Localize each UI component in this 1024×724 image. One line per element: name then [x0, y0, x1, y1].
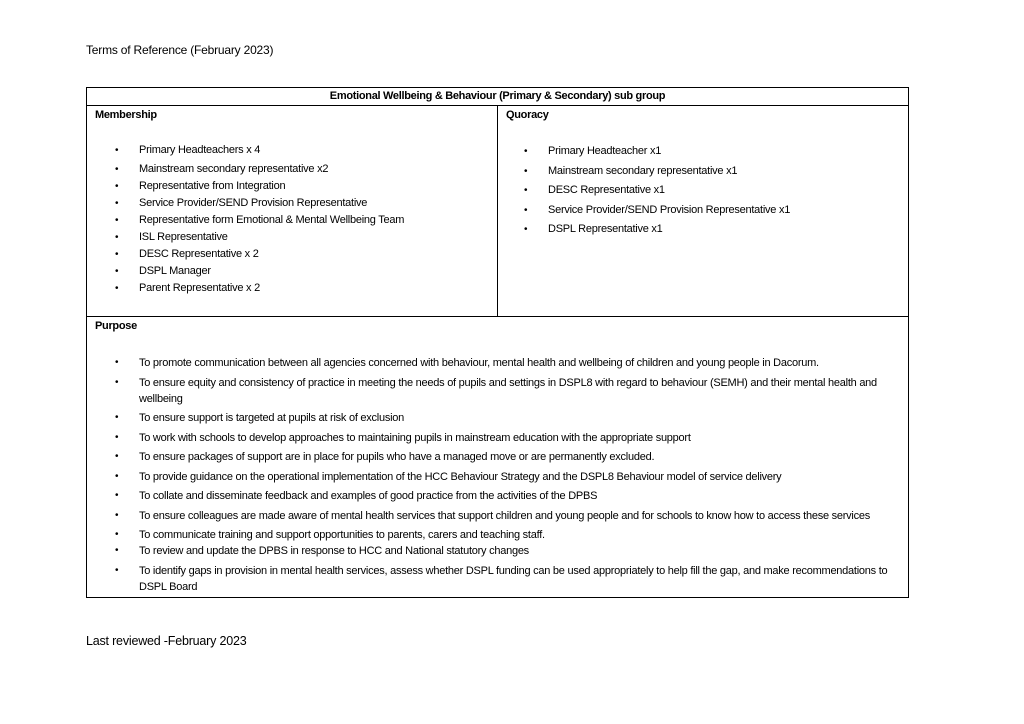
purpose-item — [115, 449, 896, 465]
quoracy-heading: Quoracy — [506, 109, 549, 121]
membership-item-text: Service Provider/SEND Provision Representative — [139, 197, 368, 209]
bullet-icon: • — [115, 431, 119, 443]
quoracy-item-text: Primary Headteacher x1 — [548, 145, 662, 157]
bullet-icon: • — [115, 215, 119, 226]
quoracy-item-text: DESC Representative x1 — [548, 184, 665, 196]
purpose-item-text: To review and update the DPBS in response to HCC and National statutory changes — [139, 545, 529, 557]
membership-item — [115, 212, 497, 229]
bullet-icon: • — [115, 376, 119, 388]
membership-item-text: Primary Headteachers x 4 — [139, 144, 261, 156]
membership-item — [115, 161, 497, 178]
quoracy-item-text: Mainstream secondary representative x1 — [548, 164, 738, 177]
bullet-icon: • — [115, 545, 119, 556]
quoracy-list — [524, 142, 908, 240]
membership-item-text: Representative form Emotional & Mental Wellbeing Team — [139, 214, 405, 226]
membership-item-text: Representative from Integration — [139, 180, 286, 192]
purpose-item — [115, 508, 896, 524]
quoracy-item — [524, 201, 908, 221]
bullet-icon: • — [115, 509, 119, 521]
quoracy-item-text: DSPL Representative x1 — [548, 223, 663, 235]
quoracy-cell — [498, 106, 909, 317]
purpose-list — [115, 355, 896, 595]
bullet-icon: • — [115, 451, 119, 462]
purpose-item-text: To identify gaps in provision in mental health services, assess whether DSPL funding can be used appropriately to help fill the gap, and make recommendations to DSPL Board — [139, 564, 888, 593]
purpose-item — [115, 355, 896, 371]
membership-item — [115, 280, 497, 297]
purpose-item — [115, 469, 896, 485]
purpose-item-text: To ensure packages of support are in place for pupils who have a managed move or are permanently excluded. — [139, 451, 655, 463]
purpose-item — [115, 410, 896, 426]
membership-cell — [87, 106, 498, 317]
bullet-icon: • — [524, 204, 528, 216]
membership-item — [115, 178, 497, 195]
bullet-icon: • — [115, 232, 119, 243]
purpose-item-text: To promote communication between all agencies concerned with behaviour, mental health and wellbeing of children and young people in Dacorum. — [139, 357, 819, 369]
bullet-icon: • — [524, 146, 528, 157]
bullet-icon: • — [115, 249, 119, 260]
membership-item-text: Parent Representative x 2 — [139, 282, 260, 294]
bullet-icon: • — [115, 181, 119, 192]
bullet-icon: • — [115, 564, 119, 576]
bullet-icon: • — [115, 283, 119, 294]
bullet-icon: • — [115, 357, 119, 368]
bullet-icon: • — [524, 165, 528, 177]
membership-item — [115, 229, 497, 246]
membership-item-text: Mainstream secondary representative x2 — [139, 163, 329, 175]
last-reviewed-note: Last reviewed -February 2023 — [86, 634, 247, 648]
purpose-item — [115, 563, 896, 595]
quoracy-item-text: Service Provider/SEND Provision Representative x1 — [548, 203, 791, 216]
membership-item-text: DESC Representative x 2 — [139, 248, 259, 260]
bullet-icon: • — [115, 412, 119, 423]
bullet-icon: • — [115, 266, 119, 277]
purpose-item — [115, 488, 896, 504]
purpose-cell — [87, 317, 909, 598]
purpose-item — [115, 375, 896, 407]
membership-item-text: ISL Representative — [139, 231, 228, 243]
membership-item — [115, 246, 497, 263]
bullet-icon: • — [115, 529, 119, 540]
bullet-icon: • — [524, 185, 528, 196]
membership-item — [115, 142, 497, 159]
purpose-item-text: To provide guidance on the operational implementation of the HCC Behaviour Strategy and the DSPL8 Behaviour model of service delivery — [139, 470, 782, 483]
purpose-item-text: To collate and disseminate feedback and examples of good practice from the activities of the DPBS — [139, 490, 598, 502]
bullet-icon: • — [115, 145, 119, 156]
purpose-item — [115, 527, 896, 543]
membership-heading: Membership — [95, 109, 157, 121]
quoracy-item — [524, 220, 908, 240]
purpose-item-text: To work with schools to develop approaches to maintaining pupils in mainstream education with the appropriate support — [139, 431, 691, 444]
quoracy-item — [524, 142, 908, 162]
group-heading: Emotional Wellbeing & Behaviour (Primary & Secondary) sub group — [87, 88, 909, 106]
bullet-icon: • — [115, 470, 119, 482]
membership-item — [115, 263, 497, 280]
purpose-item-text: To ensure colleagues are made aware of mental health services that support children and young people and for schools to know how to access these services — [139, 509, 870, 522]
quoracy-item — [524, 162, 908, 182]
bullet-icon: • — [115, 198, 119, 209]
purpose-item — [115, 430, 896, 446]
document-title: Terms of Reference (February 2023) — [86, 43, 274, 57]
quoracy-item — [524, 181, 908, 201]
purpose-item-text: To ensure support is targeted at pupils at risk of exclusion — [139, 412, 405, 424]
purpose-heading: Purpose — [95, 320, 137, 332]
membership-item — [115, 195, 497, 212]
bullet-icon: • — [115, 164, 119, 175]
membership-list — [115, 142, 497, 297]
purpose-item — [115, 543, 896, 559]
terms-of-reference-table — [86, 87, 909, 598]
membership-item-text: DSPL Manager — [139, 265, 211, 277]
purpose-item-text: To ensure equity and consistency of practice in meeting the needs of pupils and settings in DSPL8 with regard to behaviour (SEMH) and their mental health and wellbeing — [139, 376, 877, 405]
bullet-icon: • — [115, 490, 119, 501]
purpose-item-text: To communicate training and support opportunities to parents, carers and teaching staff. — [139, 529, 545, 541]
bullet-icon: • — [524, 224, 528, 235]
